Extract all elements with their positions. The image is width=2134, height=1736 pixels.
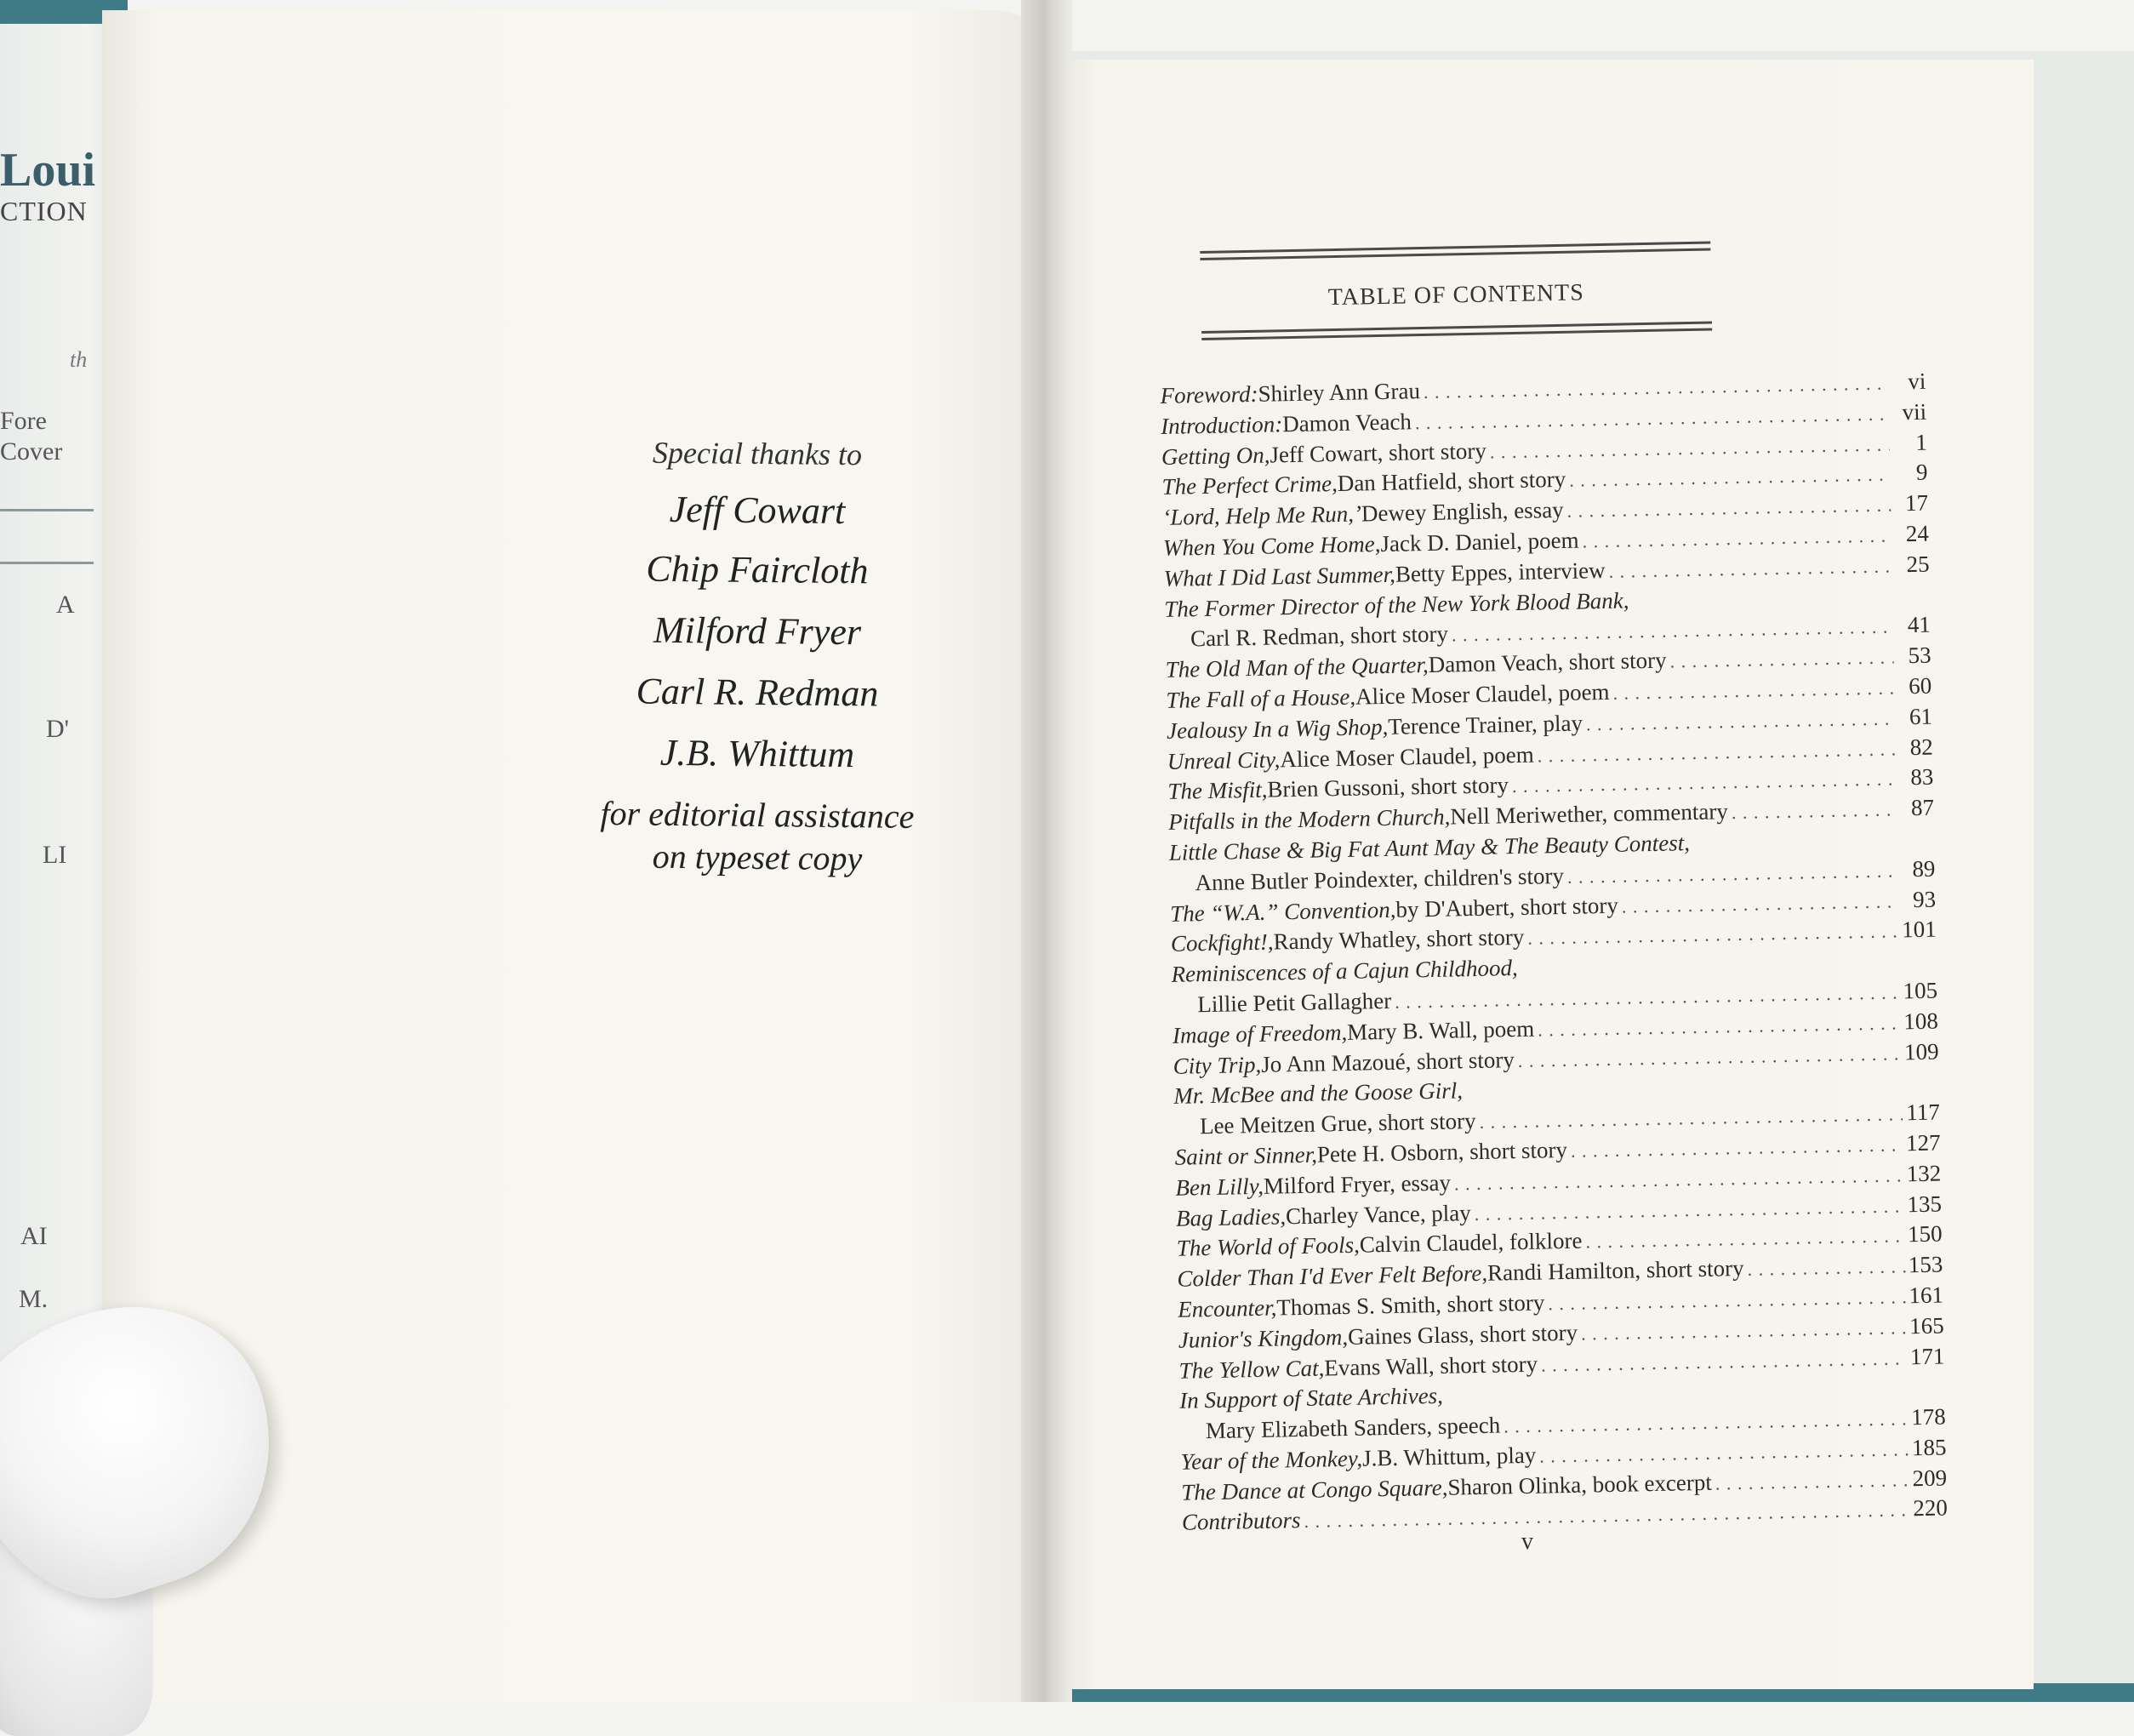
- toc-page-number: 150: [1907, 1220, 1943, 1248]
- toc-page-number: 17: [1904, 489, 1929, 517]
- back-cover-fragment: Loui: [0, 144, 96, 197]
- toc-entry-author: Shirley Ann Grau: [1258, 378, 1421, 407]
- back-cover-fragment: th: [70, 347, 88, 372]
- toc-entry-author: Jack D. Daniel, poem: [1380, 527, 1579, 557]
- toc-entry-author: Gaines Glass, short story: [1347, 1319, 1578, 1350]
- toc-entry-title: In Support of State Archives,: [1178, 1383, 1444, 1414]
- toc-entry-author: Mary B. Wall, poem: [1346, 1015, 1535, 1045]
- toc-entry-author: Lee Meitzen Grue, short story: [1199, 1108, 1476, 1139]
- toc-page-number: vii: [1902, 398, 1927, 425]
- toc-entry-title: The World of Fools,: [1176, 1231, 1361, 1262]
- toc-page-number: 153: [1908, 1251, 1943, 1278]
- toc-entry-author: Jo Ann Mazoué, short story: [1260, 1046, 1515, 1077]
- toc-entry-title: Cockfight!,: [1170, 928, 1274, 957]
- toc-entry-author: Thomas S. Smith, short story: [1276, 1289, 1545, 1321]
- toc-entry-title: The Old Man of the Quarter,: [1165, 652, 1429, 683]
- toc-page-number: 117: [1906, 1099, 1941, 1126]
- toc-page-number: 87: [1910, 794, 1935, 821]
- toc-entry-title: The Dance at Congo Square,: [1181, 1474, 1448, 1505]
- back-cover-fragment: LI: [43, 841, 67, 869]
- toc-page-number: 1: [1914, 429, 1928, 455]
- toc-leader-dots: [1466, 1090, 1902, 1099]
- toc-entry-author: Alice Moser Claudel, poem: [1279, 741, 1534, 772]
- toc-entry-author: Sharon Olinka, book excerpt: [1447, 1469, 1713, 1500]
- toc-entry-title: Foreword:: [1160, 380, 1258, 408]
- back-cover-fragment: M.: [19, 1285, 48, 1313]
- back-cover-rule: [0, 509, 94, 511]
- toc-entry-title: The Perfect Crime,: [1161, 471, 1338, 500]
- toc-entry-title: Introduction:: [1160, 411, 1283, 439]
- toc-entry-author: Terence Trainer, play: [1387, 710, 1583, 740]
- toc-entry-author: by D'Aubert, short story: [1395, 892, 1619, 922]
- toc-page-number: [1901, 846, 1935, 847]
- toc-entry-author: Dewey English, essay: [1361, 497, 1564, 527]
- toc-entry-author: Jeff Cowart, short story: [1270, 437, 1487, 468]
- toc-leader-dots: [1715, 1464, 1909, 1499]
- toc-entry-title: Image of Freedom,: [1172, 1019, 1348, 1048]
- toc-entry-title: Junior's Kingdom,: [1178, 1323, 1349, 1353]
- toc-entry-title: Saint or Sinner,: [1174, 1141, 1318, 1170]
- toc-entry-title: The Yellow Cat,: [1178, 1354, 1325, 1384]
- toc-entry-author: Mary Elizabeth Sanders, speech: [1205, 1412, 1501, 1444]
- toc-entry-title: Encounter,: [1177, 1294, 1277, 1322]
- toc-page-number: 89: [1912, 855, 1936, 882]
- toc-title: TABLE OF CONTENTS: [1327, 279, 1585, 311]
- toc-page-number: 83: [1910, 763, 1934, 791]
- toc-entry-title: City Trip,: [1173, 1051, 1262, 1079]
- table-of-contents: [1157, 224, 1948, 1549]
- thanks-note: for editorial assistance: [600, 794, 915, 836]
- toc-entry-author: Dan Hatfield, short story: [1337, 466, 1566, 497]
- toc-page-number: 61: [1909, 703, 1933, 729]
- toc-page-number: 132: [1906, 1160, 1942, 1187]
- toc-entry-title: The “W.A.” Convention,: [1169, 896, 1396, 927]
- toc-page-number: 165: [1909, 1312, 1944, 1339]
- book-gutter: [1021, 0, 1072, 1702]
- toc-page-number: 101: [1901, 916, 1937, 943]
- toc-entry-author: Randi Hamilton, short story: [1486, 1255, 1744, 1286]
- toc-page-number: 41: [1907, 612, 1931, 638]
- back-cover-fragment: D': [46, 715, 70, 743]
- toc-entry-title: Pitfalls in the Modern Church,: [1167, 803, 1451, 836]
- toc-entry-title: Little Chase & Big Fat Aunt May & The Beauty Contest,: [1168, 830, 1691, 865]
- thanks-name: Chip Faircloth: [646, 547, 869, 592]
- toc-entry-title: Getting On,: [1161, 442, 1270, 470]
- toc-page-number: 171: [1909, 1342, 1945, 1369]
- toc-entry-title: Jealousy In a Wig Shop,: [1166, 713, 1389, 744]
- toc-page-number: 60: [1908, 672, 1932, 700]
- toc-page-number: 108: [1903, 1008, 1939, 1035]
- toc-leader-dots: [1633, 602, 1893, 608]
- toc-entry-author: Milford Fryer, essay: [1263, 1169, 1452, 1199]
- toc-entry-title: The Fall of a House,: [1166, 683, 1356, 713]
- toc-entry-title: The Former Director of the New York Blood Bank,: [1164, 587, 1629, 622]
- toc-entry-author: Alice Moser Claudel, poem: [1355, 678, 1610, 710]
- toc-page-number: 24: [1905, 520, 1930, 547]
- toc-page-number: 220: [1913, 1494, 1949, 1522]
- toc-entry-author: Betty Eppes, interview: [1395, 557, 1606, 587]
- toc-entry-author: Evans Wall, short story: [1324, 1351, 1538, 1380]
- thanks-name: Carl R. Redman: [636, 670, 879, 715]
- toc-entry-author: Lillie Petit Gallagher: [1197, 987, 1392, 1018]
- back-cover-fragment: A: [56, 591, 75, 619]
- toc-leader-dots: [1747, 1250, 1905, 1284]
- back-cover-fragment: Fore: [0, 407, 47, 435]
- toc-page-number: 127: [1905, 1129, 1941, 1156]
- thanks-name: Jeff Cowart: [669, 488, 846, 533]
- toc-entry-author: Damon Veach: [1281, 408, 1412, 437]
- toc-entry-title: The Misfit,: [1167, 776, 1268, 805]
- toc-entry-author: Carl R. Redman, short story: [1190, 620, 1449, 652]
- toc-leader-dots: [1693, 846, 1897, 850]
- toc-entry-author: Damon Veach, short story: [1428, 647, 1667, 678]
- toc-page-number: 135: [1907, 1191, 1943, 1217]
- toc-entry-title: Year of the Monkey,: [1180, 1445, 1363, 1475]
- toc-entry-author: Nell Meriwether, commentary: [1450, 798, 1729, 830]
- thanks-name: Milford Fryer: [653, 608, 862, 654]
- thanks-note: on typeset copy: [652, 837, 863, 878]
- back-cover-rule: [0, 562, 94, 564]
- toc-entry-title: Mr. McBee and the Goose Girl,: [1173, 1077, 1464, 1110]
- toc-page-number: 209: [1912, 1465, 1948, 1491]
- page-number: v: [1521, 1528, 1533, 1555]
- toc-leader-dots: [1732, 794, 1897, 829]
- toc-entry-title: Contributors: [1181, 1507, 1301, 1536]
- toc-entry-author: J.B. Whittum, play: [1361, 1442, 1537, 1471]
- toc-page-number: 109: [1903, 1038, 1939, 1065]
- toc-entry-title: Reminiscences of a Cajun Childhood,: [1171, 955, 1519, 987]
- toc-page-number: 178: [1910, 1403, 1947, 1430]
- toc-entry-author: Anne Butler Poindexter, children's story: [1195, 862, 1565, 896]
- thanks-heading: Special thanks to: [652, 435, 863, 472]
- toc-entry-author: Calvin Claudel, folklore: [1359, 1227, 1583, 1258]
- back-cover-fragment: Cover: [0, 437, 63, 465]
- toc-entry-title: Bag Ladies,: [1175, 1202, 1287, 1231]
- toc-page-number: [1911, 1394, 1945, 1395]
- toc-entry-title: Ben Lilly,: [1175, 1173, 1264, 1201]
- toc-page-number: 161: [1909, 1282, 1944, 1309]
- toc-page-number: 53: [1908, 642, 1931, 669]
- toc-entry-author: Randy Whatley, short story: [1273, 924, 1525, 955]
- toc-entry-author: Pete H. Osborn, short story: [1316, 1136, 1568, 1168]
- toc-list: [1160, 367, 1948, 1539]
- toc-entry-title: ‘Lord, Help Me Run,’: [1162, 500, 1362, 531]
- toc-leader-dots: [1521, 968, 1900, 976]
- toc-leader-dots: [1446, 1395, 1908, 1403]
- back-cover-fragment: AI: [20, 1222, 48, 1250]
- toc-page-number: 185: [1911, 1434, 1947, 1461]
- toc-entry-title: What I Did Last Summer,: [1163, 561, 1396, 591]
- toc-entry-author: Brien Gussoni, short story: [1267, 772, 1509, 802]
- thanks-name: J.B. Whittum: [659, 731, 855, 776]
- toc-entry-title: When You Come Home,: [1162, 531, 1381, 561]
- toc-page-number: 25: [1906, 551, 1930, 577]
- back-cover-fragment: CTION: [0, 196, 88, 226]
- toc-entry-title: Colder Than I'd Ever Felt Before,: [1177, 1259, 1488, 1292]
- toc-page-number: [1905, 1089, 1939, 1090]
- toc-page-number: vi: [1908, 368, 1926, 395]
- toc-page-number: 9: [1915, 460, 1928, 486]
- toc-page-number: 82: [1909, 734, 1933, 760]
- toc-page-number: 93: [1912, 886, 1937, 912]
- toc-leader-dots: [1608, 550, 1892, 586]
- toc-page-number: 105: [1903, 977, 1938, 1004]
- toc-entry-author: Charley Vance, play: [1285, 1199, 1472, 1229]
- toc-entry-title: Unreal City,: [1167, 745, 1281, 774]
